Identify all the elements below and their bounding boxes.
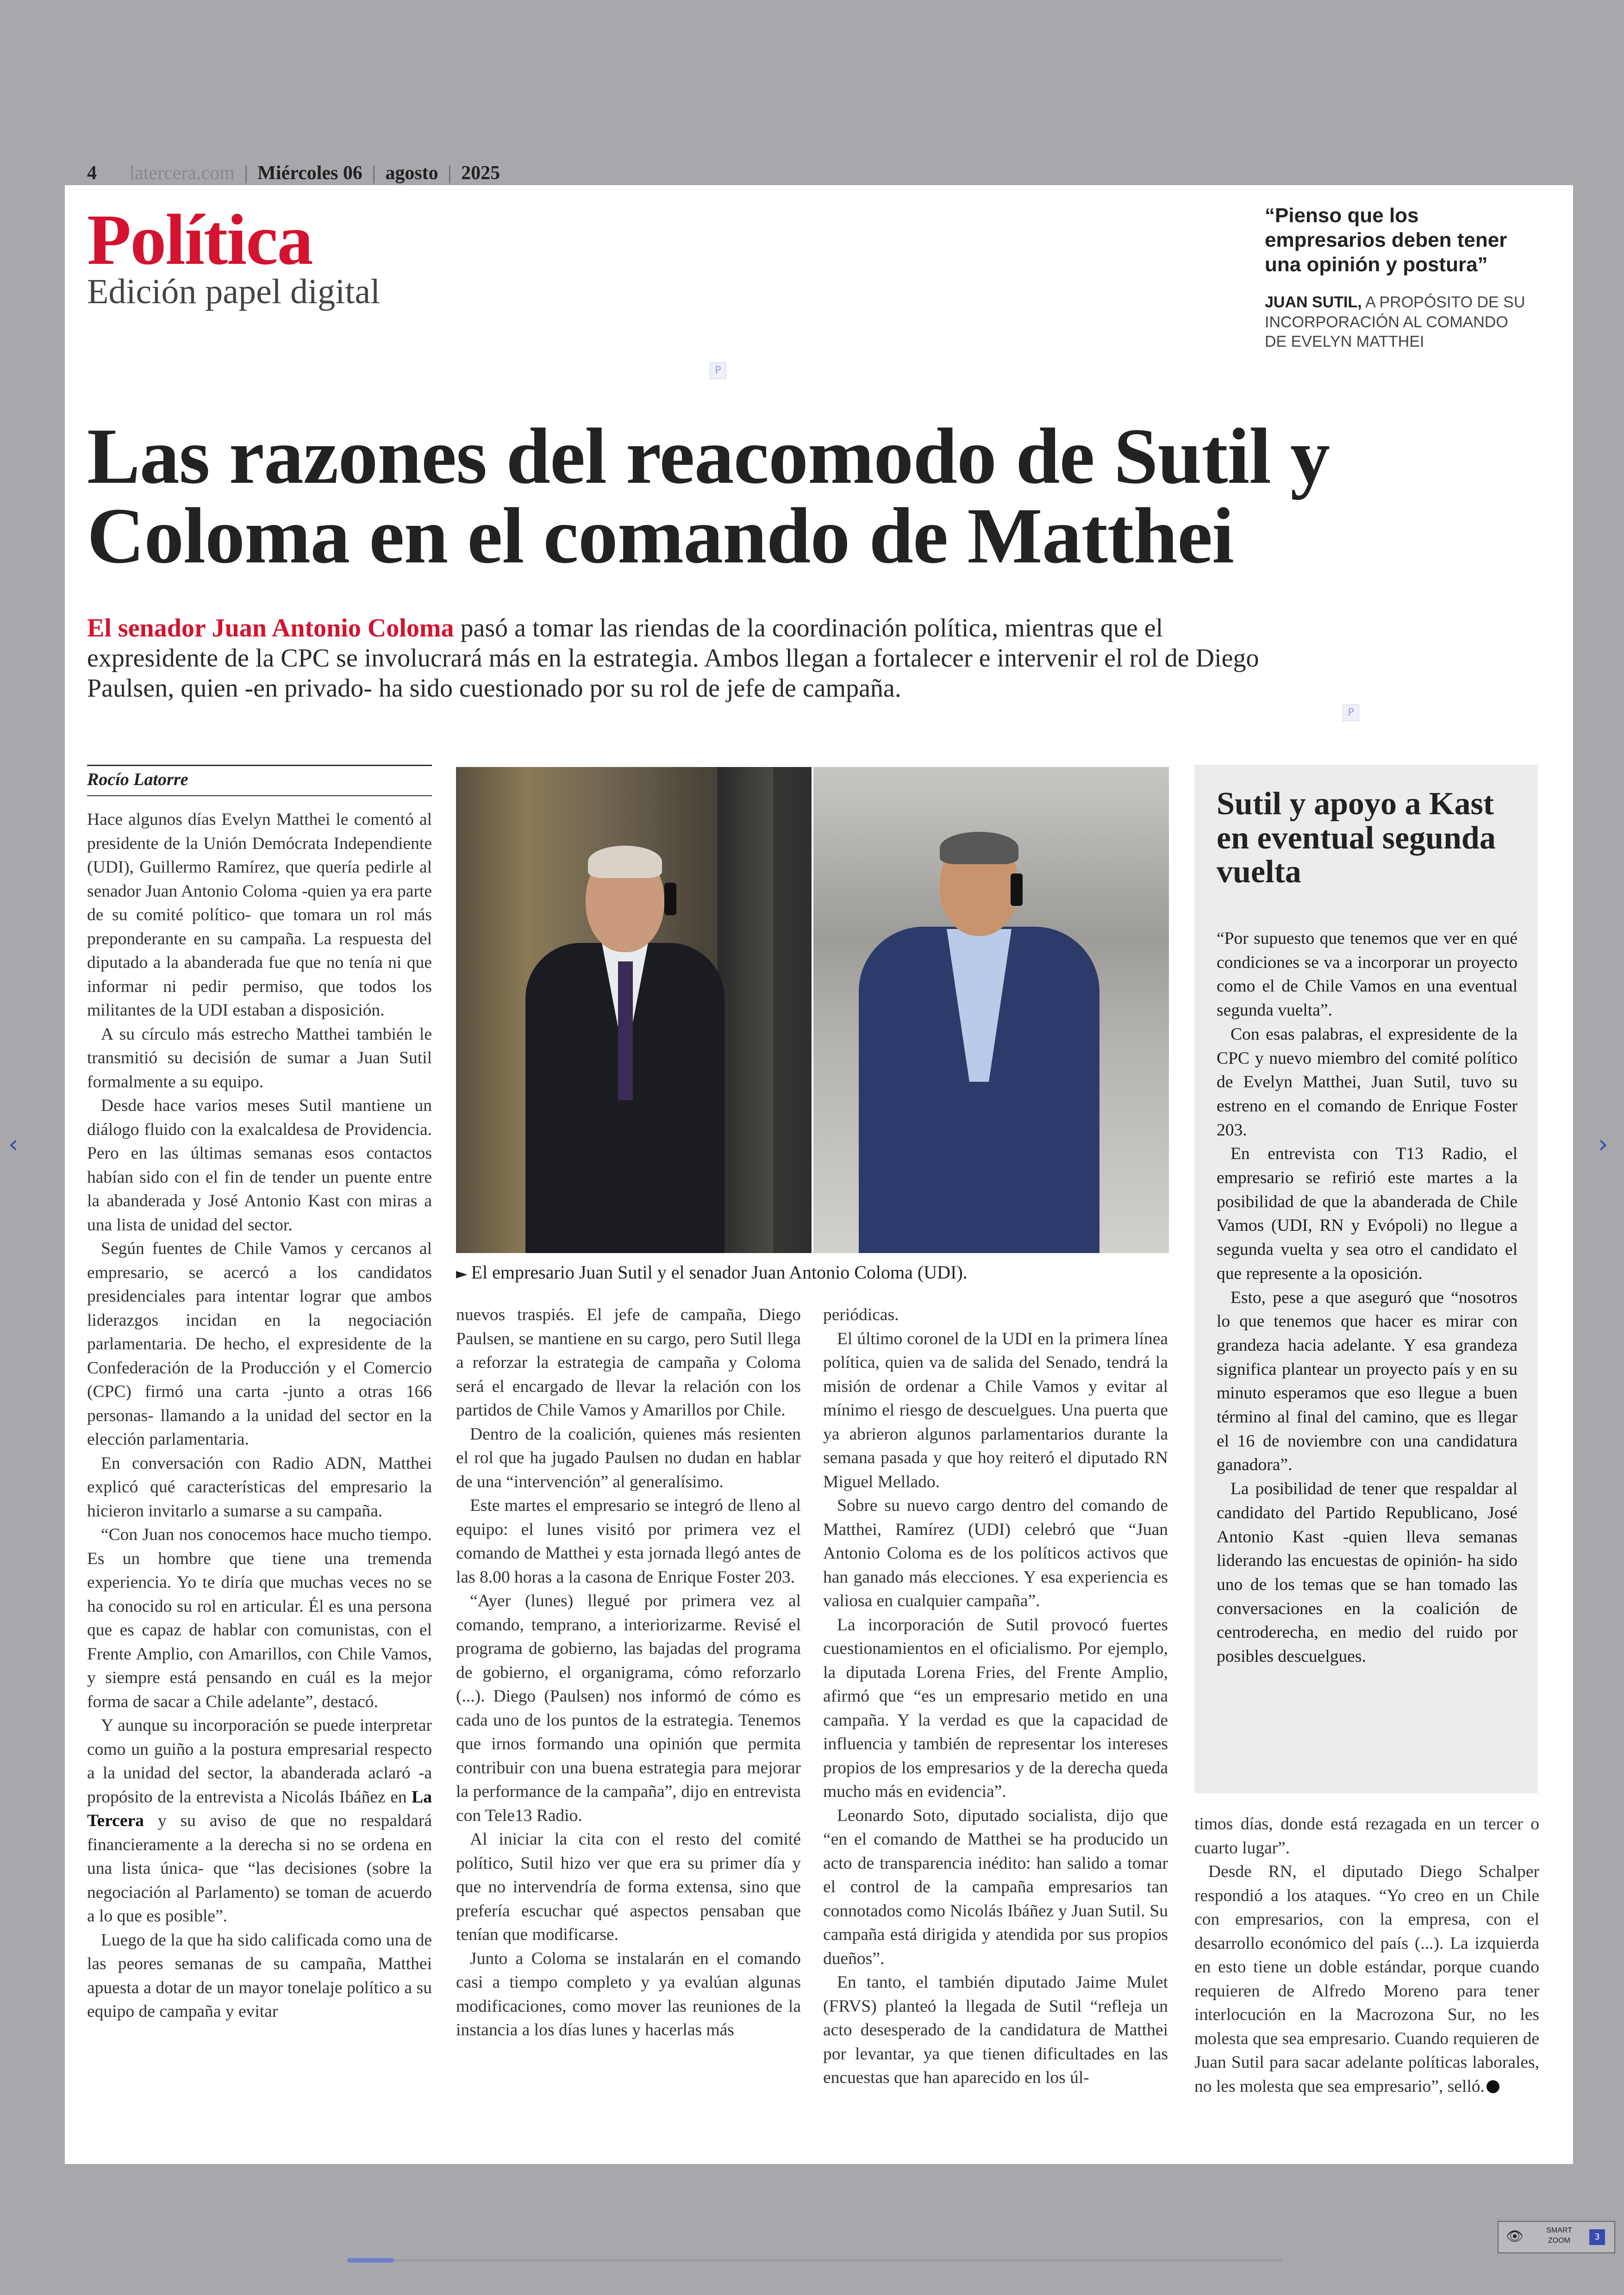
paragraph: “Con Juan nos conocemos hace mucho tiempo. Es un hombre que tiene una tremenda experiencia. Yo te diría que muchas veces no se ha conocido su rol en articular. Él es una persona que es capaz de hablar con comunistas, con el Frente Amplio, con Amarillos, con Chile Vamos, y siempre está pensando en cuál es la mejor forma de sacar a Chile adelante”, destacó. xyxy=(87,1525,432,1711)
photo-caption: ► El empresario Juan Sutil y el senador Juan Antonio Coloma (UDI). xyxy=(456,1262,968,1283)
paragraph: “Por supuesto que tenemos que ver en qué condiciones se va a incorporar un proyecto como el de Chile Vamos en una eventual segunda vuelta”. xyxy=(1217,929,1518,1020)
paragraph: Y aunque su incorporación se puede interpretar como un guiño a la postura empresarial respecto a la unidad del sector, la abanderada aclaró -a propósito de la entrevista a Nicolás Ibáñez en La Tercera y su aviso de que no respaldará financieramente a la derecha si no se ordena en una lista única- que “las decisiones (sobre la negociación al Parlamento) se toman de acuerdo a lo que es posible”. xyxy=(87,1716,432,1926)
date-weekday: Miércoles 06 xyxy=(257,162,362,184)
pull-quote xyxy=(1265,204,1533,352)
paragraph: A su círculo más estrecho Matthei también le transmitió su decisión de sumar a Juan Sutil formalmente a su equipo. xyxy=(87,1024,432,1091)
prev-page-arrow-icon[interactable]: ‹ xyxy=(8,1129,19,1159)
paragraph: En conversación con Radio ADN, Matthei explicó qué características del empresario la hicieron invitarlo a sumarse a su campaña. xyxy=(87,1453,432,1521)
paragraph: periódicas. xyxy=(823,1305,899,1324)
paragraph: La incorporación de Sutil provocó fuertes cuestionamientos en el oficialismo. Por ejemplo, la diputada Lorena Fries, del Frente Amplio, afirmó que “es un empresario metido en una campaña. Y la verdad es que la capacidad de influencia y también de representar los intereses propios de los empresarios y de la derecha queda mucho más en evidencia”. xyxy=(823,1615,1168,1801)
paragraph: “Ayer (lunes) llegué por primera vez al comando, temprano, a interiorizarme. Revisé el programa de gobierno, las bajadas del programa de gobierno, el organigrama, cómo reforzarlo (...). Diego (Paulsen) nos informó de cómo es cada uno de los puntos de la estrategia. Tenemos que irnos formando una opinión que permita contribuir con una buena estrategia para mejorar la performance de la campaña”, dijo en entrevista con Tele13 Radio. xyxy=(456,1591,801,1825)
smart-zoom-label: SMART ZOOM xyxy=(1546,2226,1572,2245)
article-column-3 xyxy=(823,1303,1168,2090)
date-year: 2025 xyxy=(461,162,500,184)
zoom-level-button[interactable]: 3 xyxy=(1589,2229,1605,2245)
paragraph: Hace algunos días Evelyn Matthei le comentó al presidente de la Unión Demócrata Independiente (UDI), Guillermo Ramírez, que quería pedirle al senador Juan Antonio Coloma -quien ya era parte de su comité político- que tomara un rol más preponderante en su campaña. La respuesta del diputado a la abanderada fue que no tenía ni que informar ni pedir permiso, que todos los militantes de la UDI estaban a disposición. xyxy=(87,810,432,1020)
ad-marker-icon[interactable]: P xyxy=(710,362,726,379)
dek-lead: El senador Juan Antonio Coloma xyxy=(87,614,454,642)
article-column-2 xyxy=(456,1303,801,2042)
figure-coloma-hair xyxy=(588,846,662,878)
site-name: latercera.com xyxy=(129,162,235,184)
folio-line: 4 latercera.com | Miércoles 06 | agosto | 2025 xyxy=(87,162,500,184)
article-column-1 xyxy=(87,808,432,2024)
paragraph: Desde RN, el diputado Diego Schalper respondió a los ataques. “Yo creo en un Chile con empresarios, con la empresa, con el desarrollo económico del país (...). La izquierda en esto tiene un doble estándar, porque cuando requieren de Alfredo Moreno para tener interlocución en la Macrozona Sur, no les molesta que sea empresario. Cuando requieren de Juan Sutil para sacar adelante políticas laborales, no les molesta que sea empresario”, selló. xyxy=(1194,1862,1539,2096)
article-column-4 xyxy=(1194,1812,1539,2098)
dek xyxy=(87,613,1281,704)
paragraph: Esto, pese a que aseguró que “nosotros lo que tenemos que hacer es mirar con grandeza hacia adelante. Y esa grandeza significa plantear un proyecto país y en su minuto esperamos que eso llegue a buen término al final del camino, que es llegar el 16 de noviembre con una candidatura ganadora”. xyxy=(1217,1288,1518,1475)
paragraph: nuevos traspiés. El jefe de campaña, Diego Paulsen, se mantiene en su cargo, pero Sutil llega a reforzar la estrategia de campaña y Coloma será el encargado de llevar la relación con los partidos de Chile Vamos y Amarillos por Chile. xyxy=(456,1305,801,1420)
paragraph: En tanto, el también diputado Jaime Mulet (FRVS) planteó la llegada de Sutil “refleja un acto desesperado de la candidatura de Matthei por levantar, ya que tienen dificultades en las encuestas que han aparecido en los úl- xyxy=(823,1973,1168,2087)
eye-icon[interactable]: 👁 xyxy=(1506,2228,1524,2245)
paragraph: Sobre su nuevo cargo dentro del comando de Matthei, Ramírez (UDI) celebró que “Juan Antonio Coloma es de los políticos activos que han ganado más elecciones. Y esa experiencia es valiosa en cualquier campaña”. xyxy=(823,1496,1168,1610)
paragraph: timos días, donde está rezagada en un tercer o cuarto lugar”. xyxy=(1194,1815,1539,1858)
phone-icon xyxy=(1011,873,1023,906)
page-progress-fill[interactable] xyxy=(347,2258,394,2263)
paragraph: Desde hace varios meses Sutil mantiene un diálogo fluido con la exalcaldesa de Providencia. Pero en las últimas semanas esos contactos habían sido con el fin de tender un puente entre la abanderada y José Antonio Kast con miras a una lista de unidad del sector. xyxy=(87,1096,432,1235)
sidebar-title: Sutil y apoyo a Kast en eventual segunda vuelta xyxy=(1217,786,1496,890)
byline: Rocío Latorre xyxy=(87,770,188,789)
article-photo xyxy=(456,767,1169,1253)
pull-quote-text: “Pienso que los empresarios deben tener una opinión y postura” xyxy=(1265,204,1507,276)
photo-door-frame xyxy=(718,767,773,1253)
figure-coloma-tie xyxy=(618,961,633,1100)
dek-text: pasó a tomar las riendas de la coordinación política, mientras que el expresidente de la CPC se involucrará más en la estrategia. Ambos llegan a fortalecer e intervenir el rol de Diego Paulsen, quien -en privado- ha sido cuestionado por su rol de jefe de campaña. xyxy=(87,614,1259,703)
date-month: agosto xyxy=(385,162,438,184)
pull-quote-attribution xyxy=(1265,293,1533,352)
paragraph: La posibilidad de tener que respaldar al candidato del Partido Republicano, José Antonio Kast -quien lleva semanas liderando las encuestas de opinión- ha sido uno de los temas que se han tomado las conversaciones en la coalición de centroderecha, en medio del ruido por posibles descuelgues. xyxy=(1217,1479,1518,1666)
edition-label: Edición papel digital xyxy=(87,272,381,311)
caption-arrow-icon: ► xyxy=(456,1265,468,1282)
paragraph: Con esas palabras, el expresidente de la CPC y nuevo miembro del comité político de Evelyn Matthei, Juan Sutil, tuvo su estreno en el comando de Enrique Foster 203. xyxy=(1217,1024,1518,1140)
smart-zoom-control[interactable] xyxy=(1498,2221,1615,2253)
pull-quote-author: JUAN SUTIL, xyxy=(1265,293,1362,312)
photo-divider xyxy=(812,767,813,1253)
ad-marker-icon[interactable]: P xyxy=(1343,705,1359,721)
headline: Las razones del reacomodo de Sutil y Coloma en el comando de Matthei xyxy=(87,412,1330,580)
paragraph: Este martes el empresario se integró de lleno al equipo: el lunes visitó por primera vez el comando de Matthei y esta jornada llegó antes de las 8.00 horas a la casona de Enrique Foster 203. xyxy=(456,1496,801,1587)
phone-icon xyxy=(664,883,676,915)
byline-rule xyxy=(87,765,432,766)
byline-rule xyxy=(87,795,432,796)
paragraph: Dentro de la coalición, quienes más resienten el rol que ha jugado Paulsen no dudan en hablar de una “intervención” al generalísimo. xyxy=(456,1424,801,1491)
sidebar-text xyxy=(1217,927,1518,1669)
paragraph: Al iniciar la cita con el resto del comité político, Sutil hizo ver que era su primer día y que no intervendría de forma extensa, sino que prefería escuchar qué aspectos pensaban que tenían que modificarse. xyxy=(456,1830,801,1944)
paragraph: En entrevista con T13 Radio, el empresario se refirió este martes a la posibilidad de que la abanderada de Chile Vamos (UDI, RN y Evópoli) no llegue a segunda vuelta y sea otro el candidato el que represente a la oposición. xyxy=(1217,1144,1518,1283)
page-number: 4 xyxy=(87,162,97,184)
paragraph: Según fuentes de Chile Vamos y cercanos al empresario, se acercó a los candidatos presidenciales para intentar lograr que ambos liderazgos incidan en la negociación parlamentaria. De hecho, el expresidente de la Confederación de la Producción y el Comercio (CPC) firmó una carta -junto a otras 166 personas- llamando a la unidad del sector en la elección parlamentaria. xyxy=(87,1239,432,1449)
paragraph: El último coronel de la UDI en la primera línea política, quien va de salida del Senado, tendrá la misión de ordenar a Chile Vamos y evitar al mínimo el riesgo de descuelgues. Una puerta que ya abrieron algunos parlamentarios durante la semana pasada y que hoy reiteró el diputado RN Miguel Mellado. xyxy=(823,1329,1168,1491)
newspaper-name: La Tercera xyxy=(87,1787,432,1830)
paragraph: Leonardo Soto, diputado socialista, dijo que “en el comando de Matthei se ha producido un acto de transparencia inédito: han salido a tomar el control de la campaña empresarios tan connotados como Nicolás Ibáñez y Juan Sutil. Su campaña está dirigida y atendida por sus propios dueños”. xyxy=(823,1806,1168,1968)
end-mark-icon xyxy=(1487,2080,1499,2093)
page-progress-track[interactable] xyxy=(347,2259,1282,2262)
figure-sutil-hair xyxy=(940,832,1018,864)
section-title: Política xyxy=(87,200,312,280)
paragraph: Luego de la que ha sido calificada como una de las peores semanas de su campaña, Matthei apuesta a dotar de un mayor tonelaje político a su equipo de campaña y evitar xyxy=(87,1930,432,2021)
next-page-arrow-icon[interactable]: › xyxy=(1598,1129,1608,1159)
pull-quote-context: A PROPÓSITO DE SU INCORPORACIÓN AL COMANDO DE EVELYN MATTHEI xyxy=(1265,293,1525,351)
paragraph: Junto a Coloma se instalarán en el comando casi a tiempo completo y ya evalúan algunas modificaciones, como mover las reuniones de la instancia a los días lunes y hacerlas más xyxy=(456,1949,801,2039)
